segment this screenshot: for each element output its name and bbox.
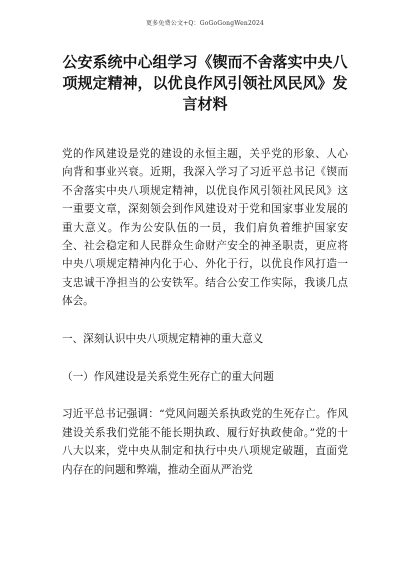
section-heading: 一、深刻认识中央八项规定精神的重大意义 [62,332,264,345]
intro-paragraph: 党的作风建设是党的建设的永恒主题，关乎党的形象、人心向背和事业兴衰。近期，我深入学习了习近平总书记《锲而不舍落实中央八项规定精神，以优良作风引领社风民风》这一重要文章，深刻领会到作风建设对于党和国家事业发展的重大意义。作为公安队伍的一员，我们肩负着维护国家安全、社会稳定和人民群众生命财产安全的神圣职责，更应将中央八项规定精神内化于心、外化于行，以优良作风打造一支忠诚干净担当的公安铁军。结合公安工作实际，我谈几点体会。 [62,148,348,308]
subsection-heading: （一）作风建设是关系党生死存亡的重大问题 [62,371,274,384]
document-body [62,145,348,479]
document-title: 公安系统中心组学习《锲而不舍落实中央八项规定精神，以优良作风引领社风民风》发言材料 [62,53,348,113]
header-note: 更多免费公文+Q：GoGoGongWen2024 [145,20,265,27]
body-paragraph: 习近平总书记强调：“党风问题关系执政党的生死存亡。作风建设关系我们党能不能长期执政、履行好执政使命。”党的十八大以来，党中央从制定和执行中央八项规定破题，直面党内存在的问题和弊端，推动全面从严治党 [62,408,348,476]
